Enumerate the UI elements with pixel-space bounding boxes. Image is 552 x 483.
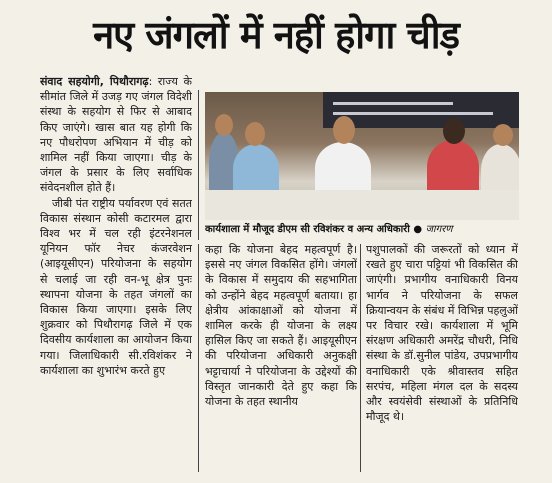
photo-caption: कार्यशाला में मौजूद डीएम सी रविशंकर व अन्य अधिकारी [205,224,410,235]
photo-caption-line: कार्यशाला में मौजूद डीएम सी रविशंकर व अन्य अधिकारी ● जागरण [205,224,453,235]
person-figure [481,144,519,196]
person-figure [233,144,279,194]
byline: संवाद सहयोगी, पिथौरागढ़ [40,75,149,88]
person-head [493,124,513,146]
article-column-3: पशुपालकों की जरूरतों को ध्यान में रखते हुए चारा पट्टियां भी विकसित की जाएंगी। प्रभागीय वनाधिकारी विनय भार्गव ने परियोजना के सफल क्रियान्वयन के संबंध में विभिन्न पहलुओं पर विचार रखे। कार्यशाला में भूमि संरक्षण अधिकारी अमरेंद्र चौधरी, निधि संस्था के डॉ.सुनील पांडेय, उपप्रभागीय वनाधिकारी एके श्रीवास्तव सहित सरपंच, महिला मंगल दल के सदस्य और स्वयंसेवी संस्थाओं के प्रतिनिधि मौजूद थे। [366,243,518,424]
banner-stripe [333,102,453,105]
article-column-2: कहा कि योजना बेहद महत्वपूर्ण है। इससे नए जंगल विकसित होंगे। जंगलों के विकास में समुदाय की सहभागिता को उन्होंने बेहद महत्वपूर्ण बताया। हा क्षेत्रीय आंकाक्षाओं को योजना में शामिल करके ही योजना के लक्ष्य हासिल किए जा सकते हैं। आइयूसीएन की परियोजना अधिकारी अनुकक्षी भट्टाचार्या ने परियोजना के उद्देश्यों की विस्तृत जानकारी देते हुए कहा कि योजना के तहत स्थानीय [205,243,357,409]
photo-table [205,190,519,220]
person-head [245,122,265,146]
person-head [333,116,355,144]
person-head [215,114,233,136]
photo-credit: जागरण [425,224,453,235]
paragraph-body: जीबी पंत राष्ट्रीय पर्यावरण एवं सतत विकास संस्थान कोसी कटारमल द्वारा विश्व भर में चल रही इंटरनेशनल यूनियन फॉर नेचर कंजरवेशन (आइयूसीएन) परियोजना के सहयोग से चलाई जा रही वन-भू क्षेत्र पुनः स्थापना योजना के तहत जंगलों का विकास किया जाएगा। इसके लिए शुक्रवार को पिथौरागढ़ जिले में एक दिवसीय कार्यशाला का आयोजन किया गया। जिलाधिकारी सी.रविशंकर ने कार्यशाला का शुभारंभ करते हुए [40,196,192,377]
banner-stripe [333,112,493,115]
news-photo [205,92,519,220]
intro-text: राज्य के सीमांत जिले में उजड़ गए जंगल विदेशी संस्था के सहयोग से फिर से आबाद किए जाएंगे। खास बात यह होगी कि नए पौधरोपण अभियान में चीड़ को शामिल नहीं किया जाएगा। चीड़ के जंगल के प्रसार के लिए सर्वाधिक संवेदनशील होते हैं। [40,75,192,195]
article-column-1 [40,74,192,474]
person-figure [427,140,479,194]
paragraph-intro: संवाद सहयोगी, पिथौरागढ़: राज्य के सीमांत जिले में उजड़ गए जंगल विदेशी संस्था के सहयोग से फिर से आबाद किए जाएंगे। खास बात यह होगी कि नए पौधरोपण अभियान में चीड़ को शामिल नहीं किया जाएगा। चीड़ के जंगल के प्रसार के लिए सर्वाधिक संवेदनशील होते हैं। [40,75,192,195]
column-divider [198,90,199,240]
column-divider [360,244,361,472]
headline: नए जंगलों में नहीं होगा चीड़ [93,13,459,57]
person-head [443,118,465,144]
column-divider [198,244,199,472]
person-figure [315,142,371,194]
